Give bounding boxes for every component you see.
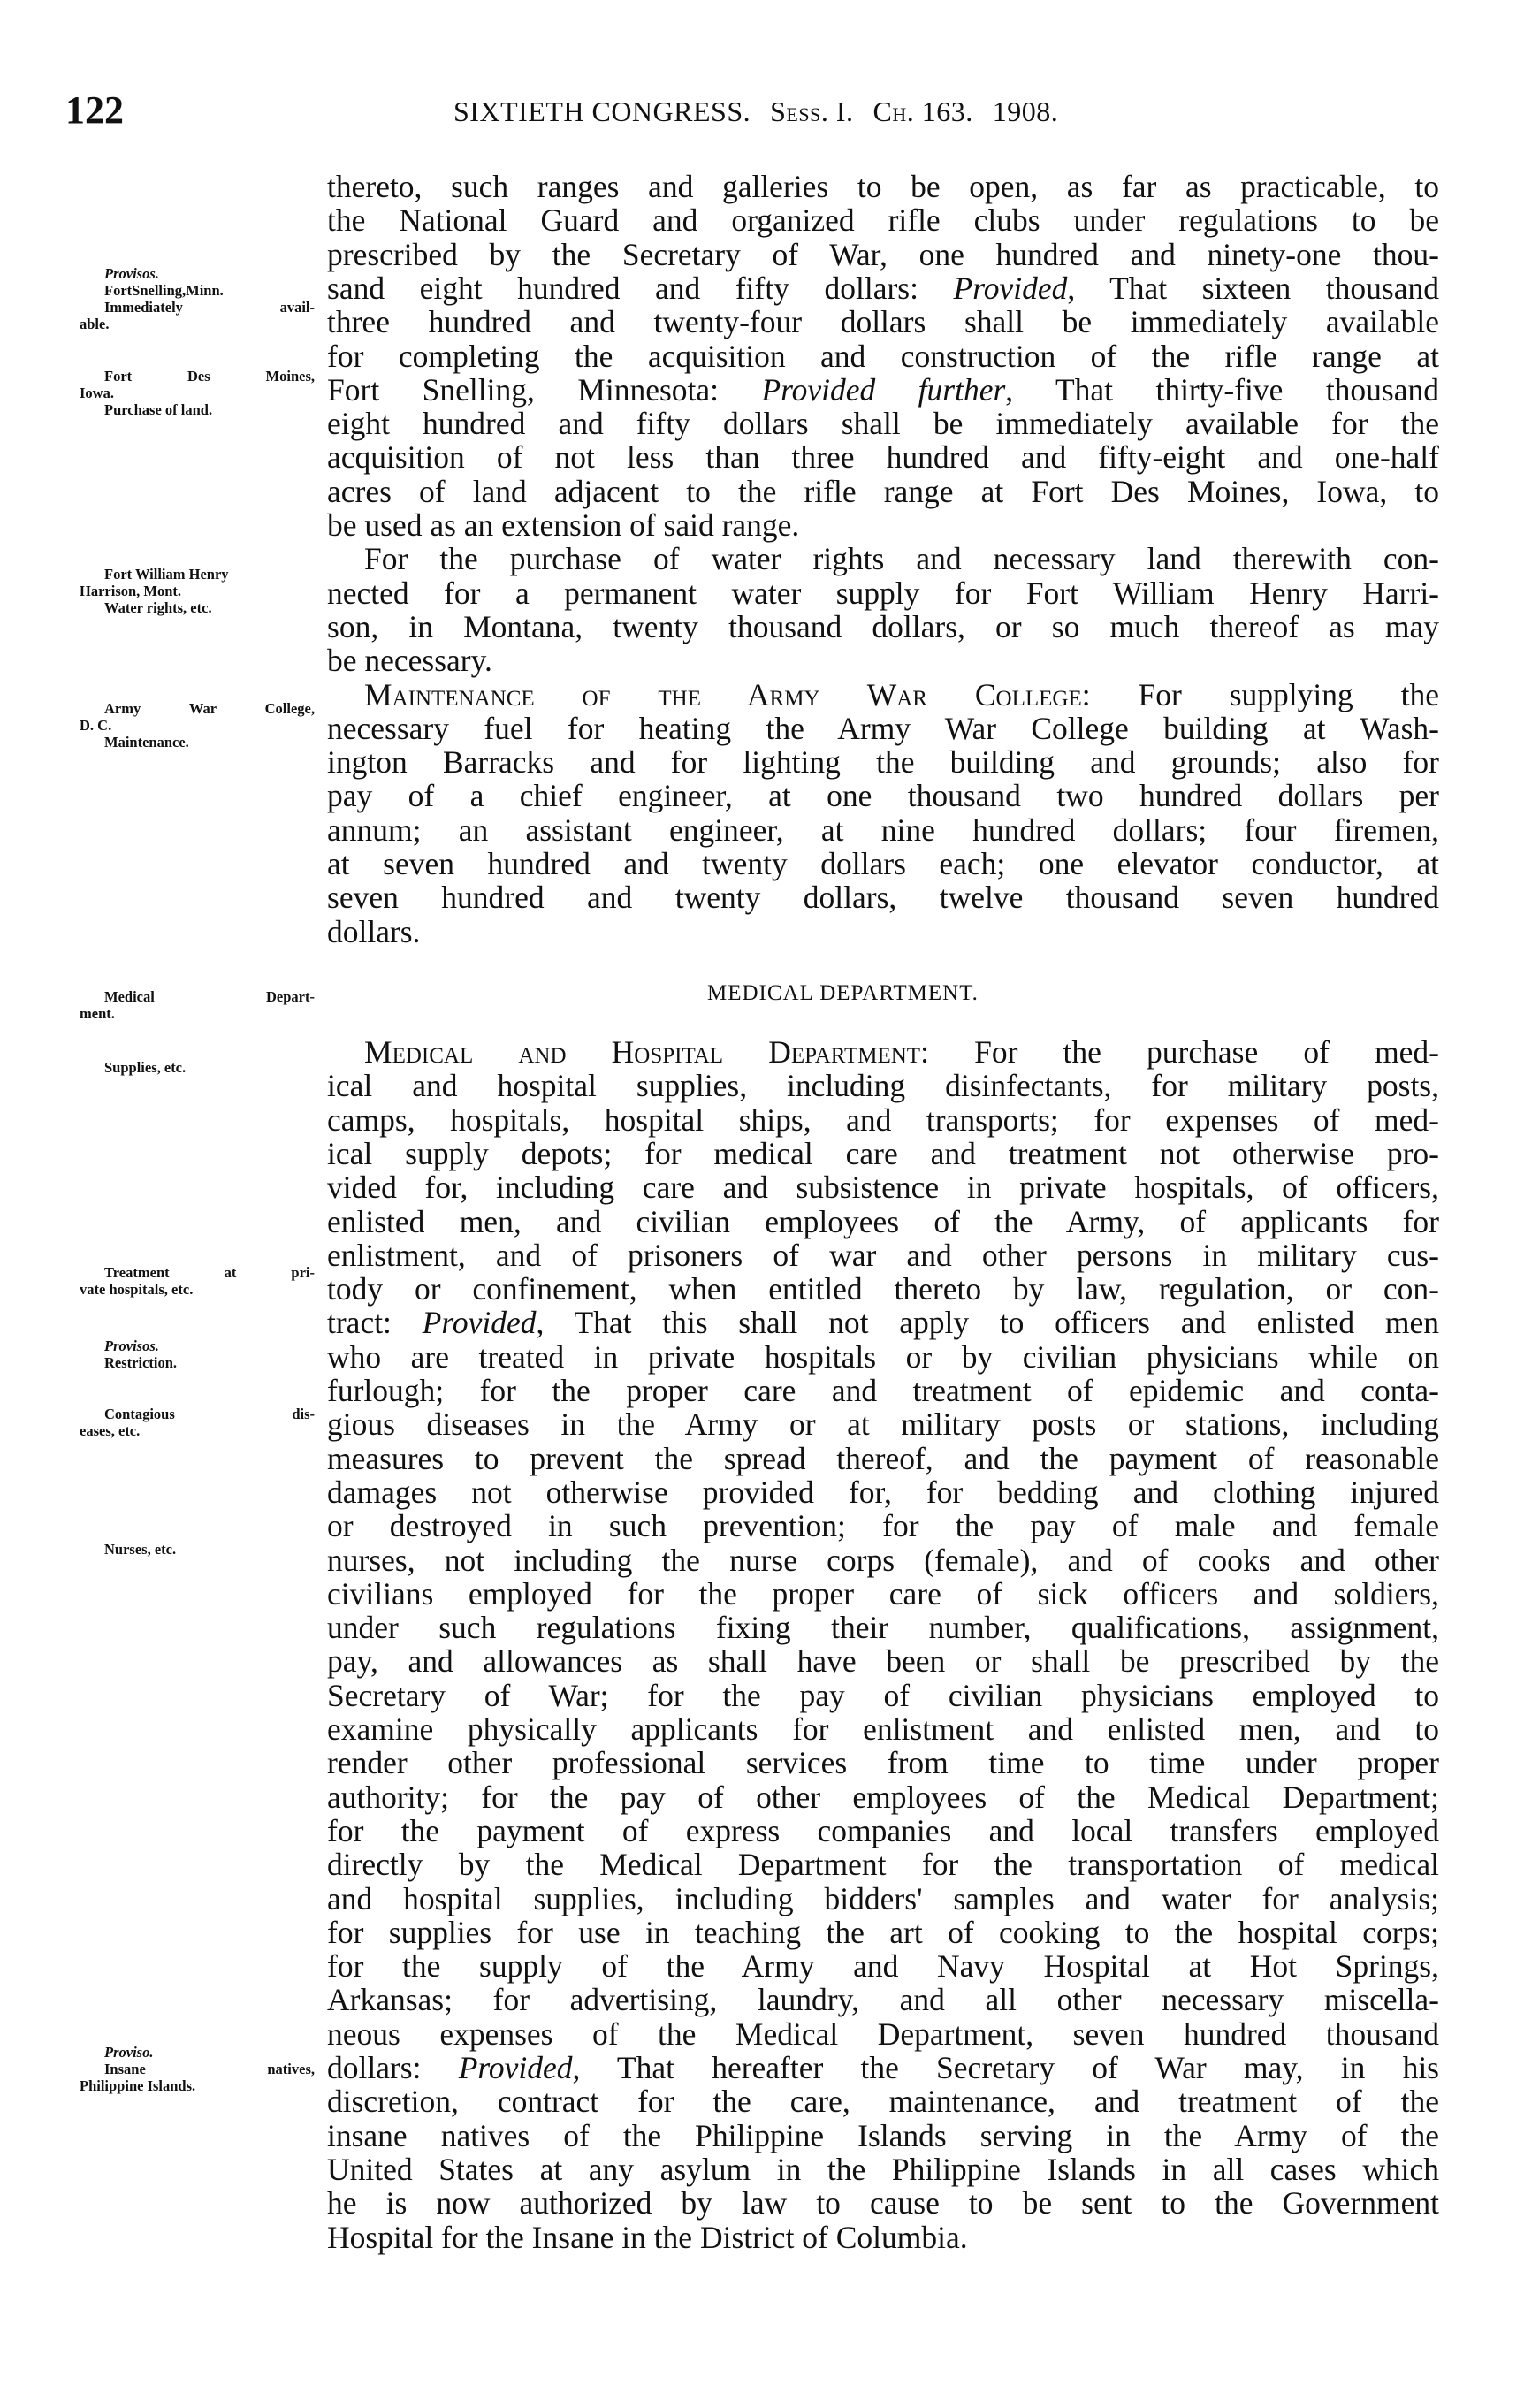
margin-note-line: ment. [80, 1005, 115, 1022]
body-line: Arkansas; for advertising, laundry, and all other necessary miscella- [327, 1982, 1439, 2018]
margin-note-line: Provisos. [104, 265, 159, 282]
proviso-term: Provided [458, 2050, 573, 2085]
proviso-term: Provided [953, 270, 1068, 306]
body-line: acquisition of not less than three hundred and fifty-eight and one-half [327, 439, 1439, 476]
margin-note-proviso-insane [80, 2044, 315, 2094]
margin-note-line: eases, etc. [80, 1422, 141, 1439]
margin-note-line: Harrison, Mont. [80, 583, 182, 599]
body-line: measures to prevent the spread thereof, and the payment of reasonable [327, 1440, 1439, 1476]
margin-note-line: Fort William Henry [104, 566, 229, 583]
body-line: pay, and allowances as shall have been or shall be prescribed by the [327, 1643, 1439, 1680]
margin-note-line: Water rights, etc. [104, 599, 212, 616]
margin-note-line: Immediately avail- [104, 299, 315, 316]
body-line: insane natives of the Philippine Islands serving in the Army of the [327, 2117, 1439, 2153]
body-line: be necessary. [327, 643, 492, 679]
body-line: dollars: Provided, That hereafter the Secretary of War may, in his [327, 2050, 1439, 2085]
body-line: tody or confinement, when entitled thereto by law, regulation, or con- [327, 1271, 1439, 1307]
body-line: eight hundred and fifty dollars shall be immediately available for the [327, 406, 1439, 442]
year-label: 1908. [992, 95, 1059, 127]
page-number: 122 [65, 88, 124, 132]
body-line: Secretary of War; for the pay of civilian physicians employed to [327, 1677, 1439, 1713]
body-line: necessary fuel for heating the Army War College building at Wash- [327, 710, 1439, 746]
body-line: gious diseases in the Army or at military posts or stations, including [327, 1406, 1439, 1443]
body-line: dollars. [327, 913, 421, 949]
body-line: acres of land adjacent to the rifle range at Fort Des Moines, Iowa, to [327, 473, 1439, 509]
section-heading: MEDICAL DEPARTMENT. [707, 981, 979, 1005]
margin-note-line: Supplies, etc. [104, 1059, 187, 1076]
congress-label: SIXTIETH CONGRESS. [453, 95, 751, 127]
body-line: and hospital supplies, including bidders' samples and water for analysis; [327, 1880, 1439, 1916]
margin-note-line: Purchase of land. [104, 401, 213, 418]
margin-note-provisos-1 [80, 265, 315, 332]
margin-note-line: Nurses, etc. [104, 1541, 177, 1558]
margin-note-line: Fort Des Moines, [104, 368, 315, 385]
body-line: be used as an extension of said range. [327, 507, 800, 543]
margin-note-line: Contagious dis- [104, 1406, 315, 1422]
body-line: ington Barracks and for lighting the building and grounds; also for [327, 744, 1439, 781]
margin-note-line: Medical Depart- [104, 988, 315, 1005]
margin-note-line: Treatment at pri- [104, 1264, 315, 1281]
margin-note-contagious [80, 1406, 315, 1439]
body-line: nurses, not including the nurse corps (female), and of cooks and other [327, 1542, 1439, 1578]
body-line: three hundred and twenty-four dollars shall be immediately available [327, 304, 1439, 340]
body-line: seven hundred and twenty dollars, twelve thousand seven hundred [327, 880, 1439, 916]
body-line: pay of a chief engineer, at one thousand two hundred dollars per [327, 778, 1439, 814]
margin-note-line: vate hospitals, etc. [80, 1281, 194, 1298]
margin-note-line: Maintenance. [104, 734, 189, 751]
body-line: civilians employed for the proper care of sick officers and soldiers, [327, 1575, 1439, 1612]
body-line: camps, hospitals, hospital ships, and transports; for expenses of med- [327, 1101, 1439, 1138]
body-line: son, in Montana, twenty thousand dollars, or so much thereof as may [327, 608, 1439, 644]
body-line: for supplies for use in teaching the art of cooking to the hospital corps; [327, 1914, 1439, 1950]
body-line: or destroyed in such prevention; for the pay of male and female [327, 1508, 1439, 1544]
margin-note-line: Army War College, [104, 700, 315, 717]
body-line: For the purchase of water rights and necessary land therewith con- [364, 541, 1439, 577]
margin-note-fort-wh-harrison [80, 566, 315, 616]
margin-note-line: able. [80, 316, 110, 332]
section-lead: Medical and Hospital Department: [364, 1034, 929, 1070]
body-line: furlough; for the proper care and treatment of epidemic and conta- [327, 1373, 1439, 1408]
body-line: Medical and Hospital Department: For the purchase of med- [364, 1034, 1440, 1070]
margin-note-medical-department [80, 988, 315, 1022]
proviso-term: Provided further [761, 371, 1006, 408]
body-line: vided for, including care and subsistence in private hospitals, of officers, [327, 1170, 1439, 1206]
body-line: enlisted men, and civilian employees of the Army, of applicants for [327, 1203, 1439, 1239]
margin-note-nurses [80, 1541, 315, 1558]
body-line: for completing the acquisition and construction of the rifle range at [327, 338, 1439, 374]
body-line: discretion, contract for the care, maintenance, and treatment of the [327, 2084, 1439, 2120]
body-line: for the supply of the Army and Navy Hospital at Hot Springs, [327, 1948, 1439, 1985]
chapter-label: Ch. 163. [872, 95, 973, 127]
running-header [453, 92, 1058, 131]
body-line: nected for a permanent water supply for Fort William Henry Harri- [327, 575, 1439, 611]
body-line: ical and hospital supplies, including disinfectants, for military posts, [327, 1068, 1439, 1104]
body-line: Fort Snelling, Minnesota: Provided further, That thirty-five thousand [327, 371, 1439, 408]
body-line: the National Guard and organized rifle clubs under regulations to be [327, 202, 1439, 239]
body-line: ical supply depots; for medical care and treatment not otherwise pro- [327, 1135, 1439, 1171]
margin-note-supplies [80, 1059, 315, 1076]
body-line: who are treated in private hospitals or by civilian physicians while on [327, 1338, 1439, 1375]
body-line: examine physically applicants for enlistment and enlisted men, and to [327, 1711, 1439, 1747]
margin-note-line: D. C. [80, 717, 112, 734]
body-line: thereto, such ranges and galleries to be open, as far as practicable, to [327, 169, 1439, 204]
body-line: sand eight hundred and fifty dollars: Provided, That sixteen thousand [327, 270, 1439, 306]
session-label: Sess. I. [770, 95, 854, 127]
margin-note-line: FortSnelling,Minn. [104, 282, 224, 299]
body-line: Hospital for the Insane in the District of Columbia. [327, 2219, 968, 2255]
margin-note-line: Restriction. [104, 1354, 178, 1371]
body-line: render other professional services from time to time under proper [327, 1745, 1439, 1781]
body-line: under such regulations fixing their number, qualifications, assignment, [327, 1610, 1439, 1646]
margin-note-line: Philippine Islands. [80, 2077, 196, 2094]
body-line: authority; for the pay of other employees of the Medical Department; [327, 1779, 1439, 1815]
margin-note-provisos-2 [80, 1337, 315, 1371]
body-line: for the payment of express companies and local transfers employed [327, 1812, 1439, 1848]
margin-note-line: Proviso. [104, 2044, 154, 2061]
body-line: United States at any asylum in the Philippine Islands in all cases which [327, 2151, 1439, 2187]
margin-note-fort-des-moines [80, 368, 315, 418]
body-line: neous expenses of the Medical Department, seven hundred thousand [327, 2016, 1439, 2052]
body-line: he is now authorized by law to cause to be sent to the Government [327, 2185, 1439, 2221]
margin-note-line: Iowa. [80, 385, 114, 401]
body-line: enlistment, and of prisoners of war and other persons in military cus- [327, 1237, 1439, 1273]
body-line: tract: Provided, That this shall not apply to officers and enlisted men [327, 1305, 1439, 1341]
body-line: damages not otherwise provided for, for bedding and clothing injured [327, 1474, 1439, 1510]
proviso-term: Provided [422, 1305, 537, 1341]
body-line: directly by the Medical Department for the transportation of medical [327, 1847, 1439, 1883]
body-line: Maintenance of the Army War College: For supplying the [364, 676, 1439, 712]
margin-note-line: Provisos. [104, 1337, 159, 1354]
body-line: prescribed by the Secretary of War, one hundred and ninety-one thou- [327, 236, 1439, 272]
margin-note-treatment-private [80, 1264, 315, 1298]
body-line: annum; an assistant engineer, at nine hundred dollars; four firemen, [327, 812, 1439, 848]
margin-note-army-war-college [80, 700, 315, 751]
body-line: at seven hundred and twenty dollars each; one elevator conductor, at [327, 846, 1439, 881]
section-lead: Maintenance of the Army War College: [364, 676, 1091, 712]
margin-note-line: Insane natives, [104, 2061, 315, 2077]
